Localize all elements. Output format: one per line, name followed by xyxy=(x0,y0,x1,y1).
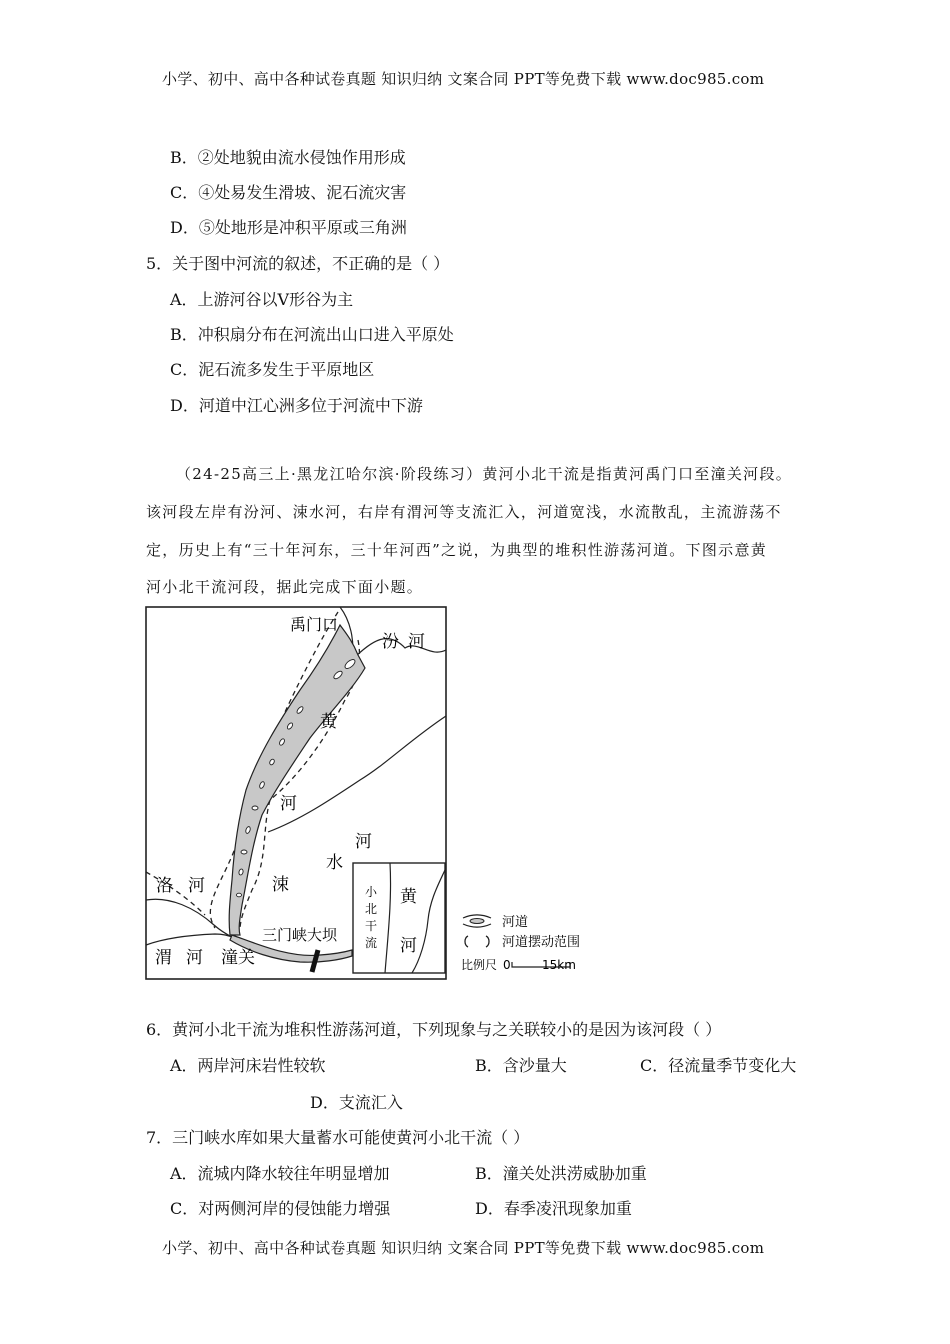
q7-option-b: B．潼关处洪涝威胁加重 xyxy=(475,1164,647,1183)
label-su-he: 河 xyxy=(355,832,372,852)
inset-label-1: 小 xyxy=(365,885,378,899)
label-luo-1: 洛 xyxy=(156,876,173,896)
inset-label-he: 河 xyxy=(400,936,417,956)
q6-option-a: A．两岸河床岩性较软 xyxy=(170,1056,326,1075)
legend-swing-symbol xyxy=(465,936,489,947)
inset-map-frame xyxy=(353,863,445,973)
q5-option-b: B．冲积扇分布在河流出山口进入平原处 xyxy=(170,325,454,344)
label-su-shui: 水 xyxy=(326,853,343,873)
passage-line-3: 定，历史上有“三十年河东，三十年河西”之说，为典型的堆积性游荡河道。下图示意黄 xyxy=(146,541,768,559)
inset-label-2: 北 xyxy=(365,902,378,916)
wei-river-line xyxy=(146,934,234,945)
inset-label-huang: 黄 xyxy=(400,887,417,907)
q6-option-d: D．支流汇入 xyxy=(310,1093,403,1112)
legend-swing-label: 河道摆动范围 xyxy=(502,935,581,950)
label-he-main: 河 xyxy=(280,794,297,814)
passage-line-1: （24-25高三上·黑龙江哈尔滨·阶段练习）黄河小北干流是指黄河禹门口至潼关河段。 xyxy=(176,465,793,483)
q7-option-c: C．对两侧河岸的侵蚀能力增强 xyxy=(170,1199,391,1218)
page-footer: 小学、初中、高中各种试卷真题 知识归纳 文案合同 PPT等免费下载 www.doc985.com xyxy=(162,1239,765,1257)
q7-stem: 7．三门峡水库如果大量蓄水可能使黄河小北干流（ ） xyxy=(146,1128,530,1147)
legend-scale-label: 比例尺 xyxy=(461,958,498,972)
q4-option-c: C．④处易发生滑坡、泥石流灾害 xyxy=(170,183,407,202)
legend-scale-value: 15km xyxy=(542,958,576,972)
q4-option-d: D．⑤处地形是冲积平原或三角洲 xyxy=(170,218,407,237)
passage-line-4: 河小北干流河段，据此完成下面小题。 xyxy=(146,578,424,596)
label-luo-2: 河 xyxy=(188,876,205,896)
legend-channel-label: 河道 xyxy=(502,915,529,930)
inset-label-4: 流 xyxy=(365,936,378,950)
q7-option-d: D．春季凌汛现象加重 xyxy=(475,1199,632,1218)
label-yumenkou: 禹门口 xyxy=(290,615,339,634)
legend-scale-zero: 0 xyxy=(503,958,511,972)
q6-stem: 6．黄河小北干流为堆积性游荡河道，下列现象与之关联较小的是因为该河段（ ） xyxy=(146,1020,722,1039)
q4-option-b: B．②处地貌由流水侵蚀作用形成 xyxy=(170,148,406,167)
label-fen-2: 河 xyxy=(408,632,425,652)
q5-option-a: A．上游河谷以V形谷为主 xyxy=(170,290,354,309)
label-dam: 三门峡大坝 xyxy=(262,926,338,944)
label-wei-1: 渭 xyxy=(155,948,172,968)
fen-river-line xyxy=(352,639,446,660)
label-huang: 黄 xyxy=(320,712,337,732)
q5-option-c: C．泥石流多发生于平原地区 xyxy=(170,360,375,379)
q5-option-d: D．河道中江心洲多位于河流中下游 xyxy=(170,396,423,415)
label-tongguan: 潼关 xyxy=(221,948,255,968)
q6-option-c: C．径流量季节变化大 xyxy=(640,1056,797,1075)
q6-option-b: B．含沙量大 xyxy=(475,1056,567,1075)
inset-label-3: 干 xyxy=(365,919,378,933)
luo-river-line xyxy=(146,899,232,937)
label-wei-2: 河 xyxy=(186,948,203,968)
yellow-river-channel xyxy=(229,625,365,935)
page-header: 小学、初中、高中各种试卷真题 知识归纳 文案合同 PPT等免费下载 www.doc985.com xyxy=(162,70,765,88)
q5-stem: 5．关于图中河流的叙述，不正确的是（ ） xyxy=(146,254,450,273)
sanmenxia-dam-mark xyxy=(312,950,318,972)
label-fen-1: 汾 xyxy=(382,632,399,652)
label-su-su: 涑 xyxy=(272,875,289,895)
q7-option-a: A．流城内降水较往年明显增加 xyxy=(170,1164,390,1183)
legend-channel-symbol xyxy=(463,915,491,927)
passage-line-2: 该河段左岸有汾河、涑水河，右岸有渭河等支流汇入，河道宽浅，水流散乱，主流游荡不 xyxy=(146,503,782,521)
